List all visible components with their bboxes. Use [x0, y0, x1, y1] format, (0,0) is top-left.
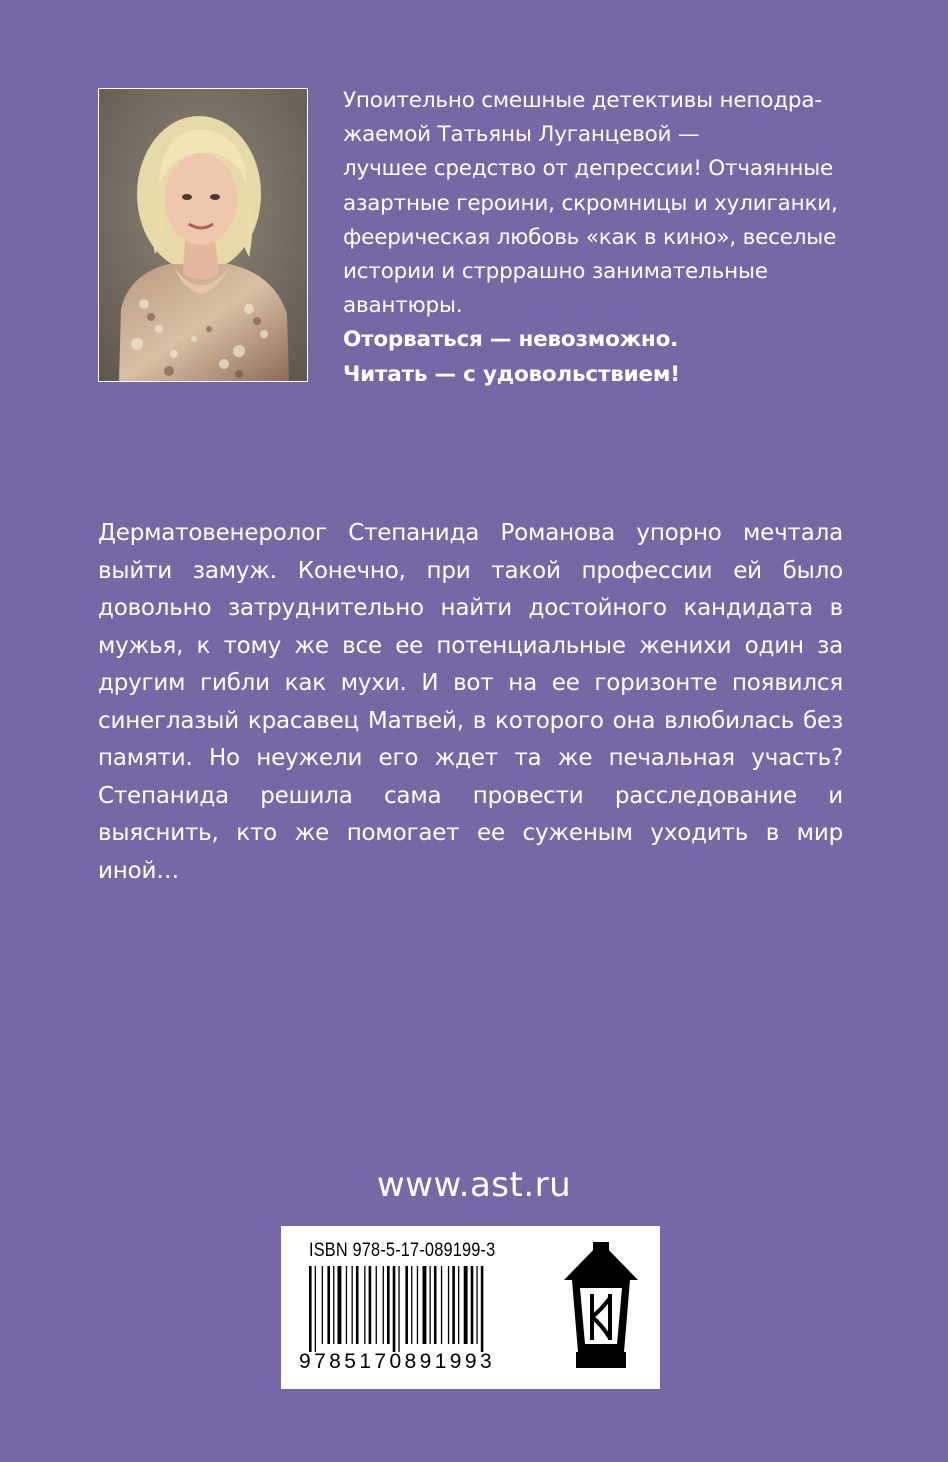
lantern-logo-icon: [562, 1240, 640, 1370]
barcode-digits: 9785170891993: [299, 1350, 496, 1373]
blurb-tagline: Читать — с удовольствием!: [343, 361, 680, 387]
blurb-line: истории и стрррашно занимательные: [343, 259, 768, 285]
publisher-website[interactable]: www.ast.ru: [376, 1165, 572, 1205]
blurb-line: лучшее средство от депрессии! Отчаянные: [343, 156, 834, 182]
isbn-label: ISBN 978-5-17-089199-3: [309, 1240, 496, 1261]
blurb-line: жаемой Татьяны Луганцевой —: [343, 122, 700, 148]
author-portrait-icon: [99, 89, 307, 381]
barcode-icon: [309, 1266, 531, 1352]
blurb-line: феерическая любовь «как в кино», веселые: [343, 224, 837, 250]
blurb-line: Упоительно смешные детективы неподра-: [343, 88, 822, 113]
blurb-tagline: Оторваться — невозможно.: [343, 327, 679, 353]
barcode-box: [281, 1226, 660, 1389]
blurb-text: [343, 84, 853, 392]
synopsis-text: Дерматовенеролог Степанида Романова упорно мечтала выйти замуж. Конечно, при такой профессии ей было довольно затруднительно найти достойного кандидата в мужья, к тому же все ее потенциальные женихи один за другим гибли как мухи. И вот на ее горизонте появился синеглазый красавец Матвей, в которого она влюбилась без памяти. Но неужели его ждет та же печальная участь? Степанида решила сама провести расследование и выяснить, кто же помогает ее суженым уходить в мир иной…: [98, 520, 843, 884]
blurb-line: азартные героини, скромницы и хулиганки,: [343, 190, 838, 216]
author-photo: [98, 88, 308, 382]
synopsis: [98, 515, 843, 890]
blurb-line: авантюры.: [343, 293, 463, 319]
